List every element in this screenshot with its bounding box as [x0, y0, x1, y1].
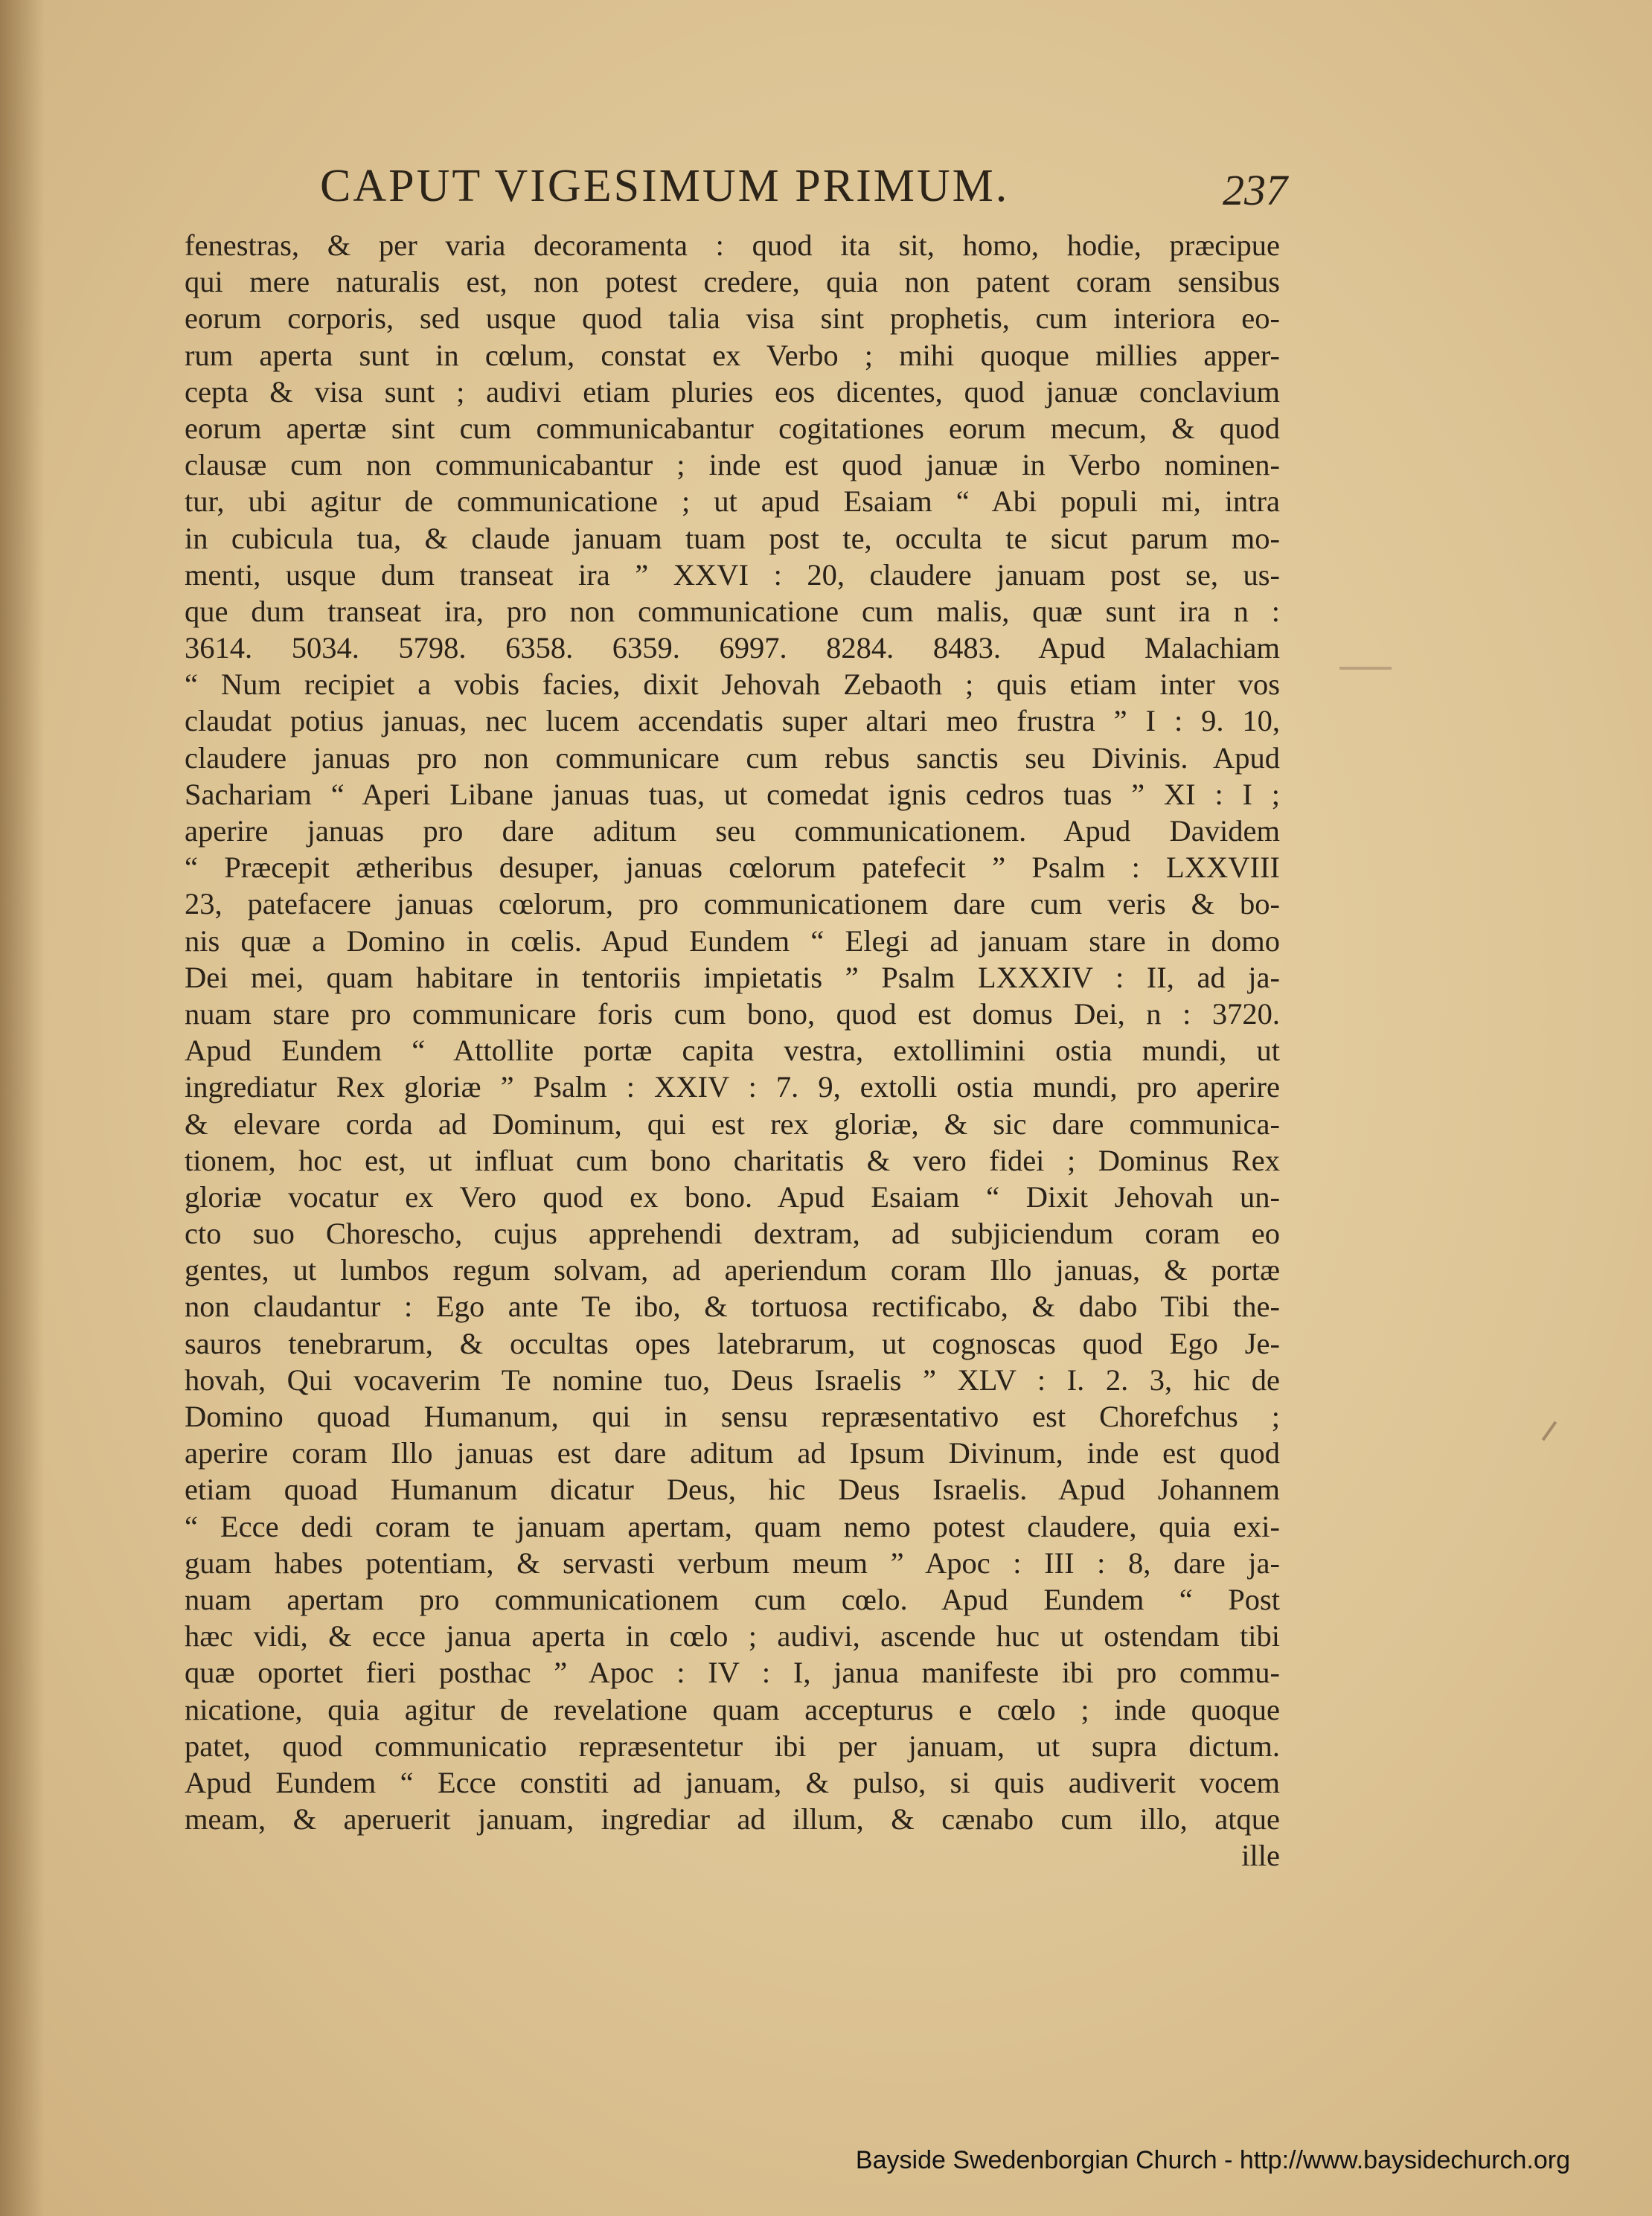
body-text: [185, 227, 1280, 1874]
text-line: tionem, hoc est, ut influat cum bono charitatis & vero fidei ; Dominus Rex: [185, 1143, 1280, 1177]
text-line: claudat potius januas, nec lucem accendatis super altari meo frustra ” I : 9. 10,: [185, 704, 1280, 738]
text-line: 3614. 5034. 5798. 6358. 6359. 6997. 8284. 8483. Apud Malachiam: [185, 631, 1280, 665]
text-line: Domino quoad Humanum, qui in sensu repræsentativo est Chorefchus ;: [185, 1400, 1280, 1433]
text-line: “ Præcepit ætheribus desuper, januas cœlorum patefecit ” Psalm : LXXVIII: [185, 851, 1280, 885]
text-line: que dum transeat ira, pro non communicatione cum malis, quæ sunt ira n :: [185, 594, 1280, 628]
text-line: nuam stare pro communicare foris cum bono, quod est domus Dei, n : 3720.: [185, 996, 1280, 1031]
text-line: patet, quod communicatio repræsentetur ibi per januam, ut supra dictum.: [185, 1729, 1280, 1763]
running-title: CAPUT VIGESIMUM PRIMUM.: [320, 161, 1010, 211]
text-line: Sachariam “ Aperi Libane januas tuas, ut comedat ignis cedros tuas ” XI : I ;: [185, 777, 1280, 811]
text-line: ille: [1241, 1839, 1280, 1873]
text-line: in cubicula tua, & claude januam tuam post te, occulta te sicut parum mo-: [185, 521, 1280, 555]
text-line: tur, ubi agitur de communicatione ; ut apud Esaiam “ Abi populi mi, intra: [185, 484, 1280, 519]
text-line: Apud Eundem “ Attollite portæ capita vestra, extollimini ostia mundi, ut: [185, 1034, 1280, 1068]
text-line: hæc vidi, & ecce janua aperta in cœlo ; audivi, ascende huc ut ostendam tibi: [185, 1619, 1280, 1653]
text-line: sauros tenebrarum, & occultas opes latebrarum, ut cognoscas quod Ego Je-: [185, 1326, 1280, 1360]
text-line: nicatione, quia agitur de revelatione quam accepturus e cœlo ; inde quoque: [185, 1692, 1280, 1726]
running-header: [320, 156, 1287, 216]
text-line: cepta & visa sunt ; audivi etiam pluries eos dicentes, quod januæ conclavium: [185, 374, 1280, 409]
text-line: nuam apertam pro communicationem cum cœlo. Apud Eundem “ Post: [185, 1582, 1280, 1616]
footer-credit: Bayside Swedenborgian Church - http://www.baysidechurch.org: [855, 2146, 1570, 2174]
text-line: aperire januas pro dare aditum seu communicationem. Apud Davidem: [185, 814, 1280, 848]
text-line: nis quæ a Domino in cœlis. Apud Eundem “ Elegi ad januam stare in domo: [185, 923, 1280, 958]
text-line: claudere januas pro non communicare cum rebus sanctis seu Divinis. Apud: [185, 740, 1280, 775]
text-line: hovah, Qui vocaverim Te nomine tuo, Deus Israelis ” XLV : I. 2. 3, hic de: [185, 1362, 1280, 1397]
text-line: Dei mei, quam habitare in tentoriis impietatis ” Psalm LXXXIV : II, ad ja-: [185, 960, 1280, 994]
text-line: gloriæ vocatur ex Vero quod ex bono. Apud Esaiam “ Dixit Jehovah un-: [185, 1179, 1280, 1214]
text-line: menti, usque dum transeat ira ” XXVI : 20, claudere januam post se, us-: [185, 557, 1280, 592]
text-line: “ Ecce dedi coram te januam apertam, quam nemo potest claudere, quia exi-: [185, 1509, 1280, 1543]
margin-dash-mark: [1339, 667, 1392, 670]
text-line: rum aperta sunt in cœlum, constat ex Verbo ; mihi quoque millies apper-: [185, 338, 1280, 372]
text-line: aperire coram Illo januas est dare aditum ad Ipsum Divinum, inde est quod: [185, 1436, 1280, 1470]
text-line: & elevare corda ad Dominum, qui est rex gloriæ, & sic dare communica-: [185, 1107, 1280, 1141]
text-line: eorum apertæ sint cum communicabantur cogitationes eorum mecum, & quod: [185, 411, 1280, 445]
text-line: quæ oportet fieri posthac ” Apoc : IV : I, janua manifeste ibi pro commu-: [185, 1656, 1280, 1690]
page-number: 237: [1223, 166, 1287, 214]
text-line: eorum corporis, sed usque quod talia visa sint prophetis, cum interiora eo-: [185, 301, 1280, 336]
text-line: cto suo Chorescho, cujus apprehendi dextram, ad subjiciendum coram eo: [185, 1217, 1280, 1251]
text-line: fenestras, & per varia decoramenta : quod ita sit, homo, hodie, præcipue: [185, 228, 1280, 262]
page-gutter-shadow: [0, 0, 45, 2216]
margin-tick-mark: [1542, 1421, 1557, 1441]
text-line: qui mere naturalis est, non potest credere, quia non patent coram sensibus: [185, 265, 1280, 299]
text-line: non claudantur : Ego ante Te ibo, & tortuosa rectificabo, & dabo Tibi the-: [185, 1290, 1280, 1324]
text-line: guam habes potentiam, & servasti verbum meum ” Apoc : III : 8, dare ja-: [185, 1546, 1280, 1580]
text-line: clausæ cum non communicabantur ; inde est quod januæ in Verbo nominen-: [185, 448, 1280, 482]
text-line: etiam quoad Humanum dicatur Deus, hic Deus Israelis. Apud Johannem: [185, 1473, 1280, 1507]
text-line: Apud Eundem “ Ecce constiti ad januam, & pulso, si quis audiverit vocem: [185, 1765, 1280, 1799]
text-line: meam, & aperuerit januam, ingrediar ad illum, & cænabo cum illo, atque: [185, 1802, 1280, 1836]
text-line: 23, patefacere januas cœlorum, pro communicationem dare cum veris & bo-: [185, 887, 1280, 921]
text-line: “ Num recipiet a vobis facies, dixit Jehovah Zebaoth ; quis etiam inter vos: [185, 667, 1280, 702]
text-line: gentes, ut lumbos regum solvam, ad aperiendum coram Illo januas, & portæ: [185, 1253, 1280, 1287]
text-line: ingrediatur Rex gloriæ ” Psalm : XXIV : 7. 9, extolli ostia mundi, pro aperire: [185, 1070, 1280, 1104]
